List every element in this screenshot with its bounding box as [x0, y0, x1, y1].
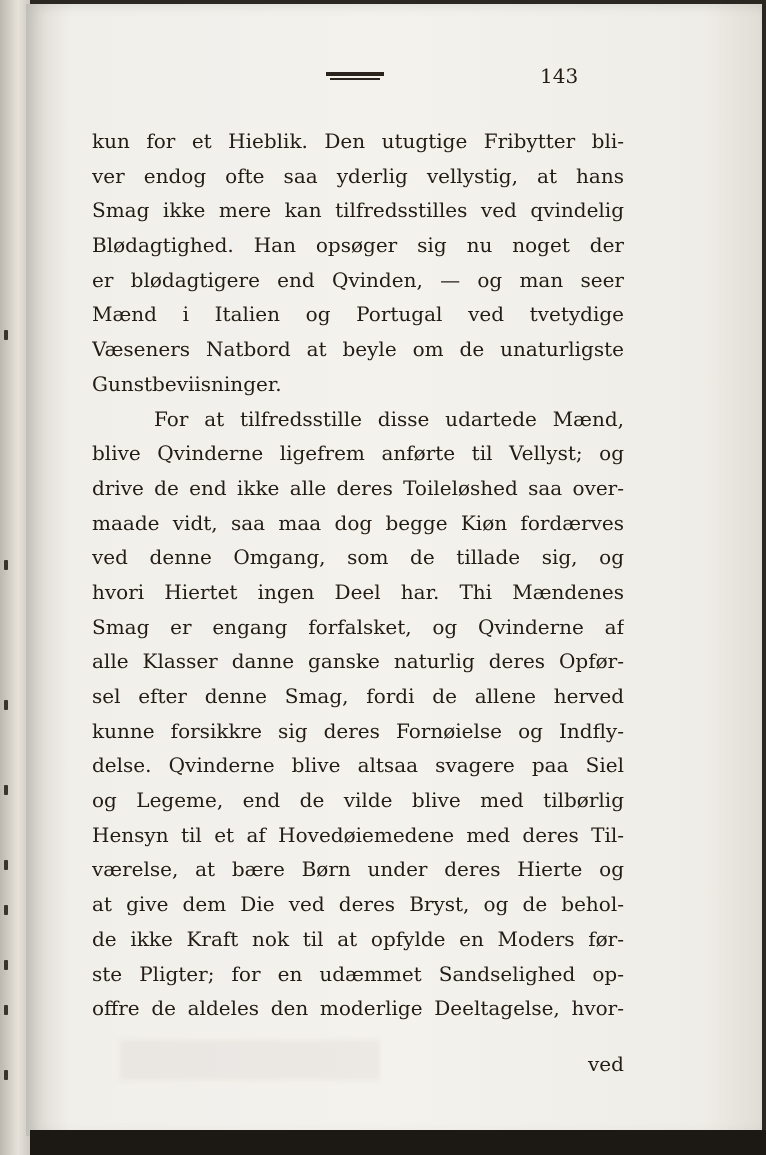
text-line: ved denne Omgang, som de tillade sig, og [92, 545, 624, 570]
body-text [92, 124, 624, 1026]
text-line: maade vidt, saa maa dog begge Kiøn fordærves [92, 510, 624, 535]
text-line: Smag ikke mere kan tilfredsstilles ved qvindelig [92, 198, 624, 223]
text-line: at give dem Die ved deres Bryst, og de behol- [92, 892, 624, 917]
text-line: Smag er engang forfalsket, og Qvinderne af [92, 614, 624, 639]
text-line: For at tilfredsstille disse udartede Mænd, [154, 406, 624, 431]
text-line: hvori Hiertet ingen Deel har. Thi Mændenes [92, 579, 624, 604]
text-line: værelse, at bære Børn under deres Hierte og [92, 857, 624, 882]
text-line: Gunstbeviisninger. [92, 371, 282, 396]
catchword: ved [588, 1052, 624, 1076]
header-ornament-rule [326, 70, 384, 82]
ink-mark [4, 560, 8, 570]
text-line: kunne forsikkre sig deres Fornøielse og Indfly- [92, 718, 624, 743]
text-line: Blødagtighed. Han opsøger sig nu noget der [92, 233, 624, 258]
ink-mark [4, 1070, 8, 1080]
text-line: og Legeme, end de vilde blive med tilbørlig [92, 788, 624, 813]
ink-mark [4, 785, 8, 795]
text-line: ste Pligter; for en udæmmet Sandselighed op- [92, 961, 624, 986]
text-line: de ikke Kraft nok til at opfylde en Moders før- [92, 926, 624, 951]
text-line: kun for et Hieblik. Den utugtige Fribytter bli- [92, 129, 624, 153]
ink-mark [4, 330, 8, 340]
ink-mark [4, 1005, 8, 1015]
ornament-bar-thick [326, 72, 384, 76]
text-line: er blødagtigere end Qvinden, — og man seer [92, 267, 624, 292]
page-number: 143 [540, 64, 579, 88]
text-line: delse. Qvinderne blive altsaa svagere paa Siel [92, 753, 624, 778]
text-line: alle Klasser danne ganske naturlig deres Opfør- [92, 649, 624, 674]
text-line: offre de aldeles den moderlige Deeltagelse, hvor- [92, 996, 624, 1021]
ink-mark [4, 960, 8, 970]
text-line: Mænd i Italien og Portugal ved tvetydige [92, 302, 624, 327]
text-line: drive de end ikke alle deres Toileløshed saa over- [92, 475, 624, 500]
bleed-through-ink [120, 1040, 380, 1080]
page-bottom-shadow [30, 1130, 766, 1155]
ink-mark [4, 700, 8, 710]
ink-mark [4, 860, 8, 870]
ink-mark [4, 905, 8, 915]
text-line: sel efter denne Smag, fordi de allene herved [92, 684, 624, 708]
ornament-bar-thin [330, 78, 380, 80]
text-line: Hensyn til et af Hovedøiemedene med deres Til- [92, 822, 624, 847]
text-line: Væseners Natbord at beyle om de unaturligste [92, 337, 624, 362]
text-line: blive Qvinderne ligefrem anførte til Vellyst; og [92, 441, 624, 466]
text-line: ver endog ofte saa yderlig vellystig, at hans [92, 163, 624, 188]
